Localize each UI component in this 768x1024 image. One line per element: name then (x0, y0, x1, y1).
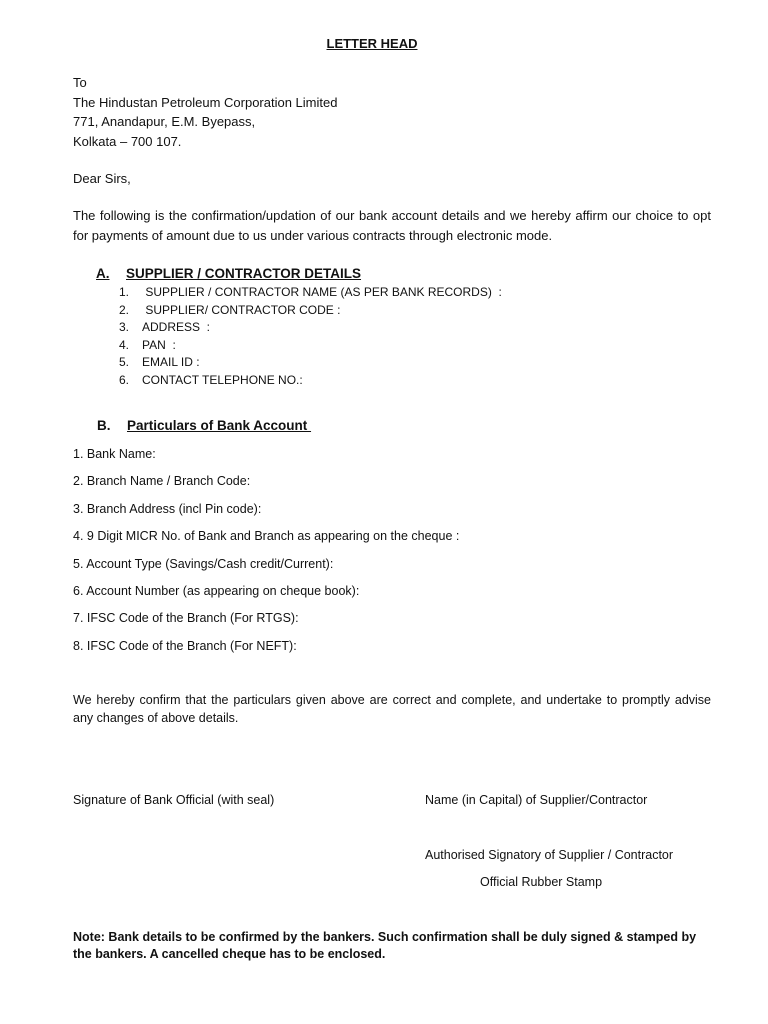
list-item: 3. Branch Address (incl Pin code): (73, 501, 262, 516)
list-item-label: CONTACT TELEPHONE NO.: (142, 372, 303, 387)
address-line1: 771, Anandapur, E.M. Byepass, (73, 114, 256, 129)
list-item-label: SUPPLIER / CONTRACTOR NAME (AS PER BANK RECORDS) : (142, 285, 502, 299)
intro-paragraph: The following is the confirmation/updation of our bank account details and we hereby affirm our choice to opt for payments of amount due to us under various contracts through electronic mode. (73, 208, 711, 243)
list-item: 4. PAN : (119, 337, 176, 352)
address-company: The Hindustan Petroleum Corporation Limited (73, 94, 338, 110)
address-to: To (73, 75, 87, 90)
address-line2: Kolkata – 700 107. (73, 133, 182, 149)
list-item: 1. Bank Name: (73, 447, 156, 461)
list-item-label: SUPPLIER/ CONTRACTOR CODE : (142, 302, 341, 317)
bank-official-signature-label: Signature of Bank Official (with seal) (73, 793, 275, 807)
confirmation-paragraph: We hereby confirm that the particulars given above are correct and complete, and undertake to promptly advise any changes of above details. (73, 693, 711, 725)
list-item: 1. SUPPLIER / CONTRACTOR NAME (AS PER BANK RECORDS) : (119, 285, 502, 299)
recipient-address (73, 73, 337, 151)
list-item: 8. IFSC Code of the Branch (For NEFT): (73, 638, 297, 653)
list-item: 5. Account Type (Savings/Cash credit/Current): (73, 556, 334, 571)
section-a-title: SUPPLIER / CONTRACTOR DETAILS (126, 266, 362, 281)
rubber-stamp-label: Official Rubber Stamp (480, 875, 603, 889)
list-item: 2. SUPPLIER/ CONTRACTOR CODE : (119, 302, 341, 317)
list-item-label: ADDRESS : (142, 320, 211, 335)
authorised-signatory-label: Authorised Signatory of Supplier / Contractor (425, 848, 674, 862)
page-title: LETTER HEAD (326, 36, 418, 51)
list-item: 4. 9 Digit MICR No. of Bank and Branch as appearing on the cheque : (73, 529, 460, 544)
salutation: Dear Sirs, (73, 171, 131, 186)
supplier-details-list (119, 284, 502, 390)
section-a-letter: A. (96, 266, 110, 281)
section-b-heading (97, 417, 311, 435)
supplier-name-label: Name (in Capital) of Supplier/Contractor (425, 793, 648, 807)
list-item: 3. ADDRESS : (119, 320, 211, 335)
bank-particulars-list (73, 445, 459, 664)
list-item: 6. Account Number (as appearing on cheque book): (73, 583, 360, 598)
list-item: 7. IFSC Code of the Branch (For RTGS): (73, 611, 299, 626)
list-item: 5. EMAIL ID : (119, 355, 200, 370)
list-item: 6. CONTACT TELEPHONE NO.: (119, 372, 303, 387)
section-a-heading (96, 265, 361, 283)
list-item: 2. Branch Name / Branch Code: (73, 474, 251, 489)
footnote: Note: Bank details to be confirmed by the bankers. Such confirmation shall be duly signed & stamped by the bankers. A cancelled cheque has to be enclosed. (73, 930, 697, 961)
list-item-label: EMAIL ID : (142, 355, 200, 370)
section-b-title: Particulars of Bank Account (127, 418, 312, 433)
list-item-label: PAN : (142, 337, 176, 352)
section-b-letter: B. (97, 418, 111, 433)
